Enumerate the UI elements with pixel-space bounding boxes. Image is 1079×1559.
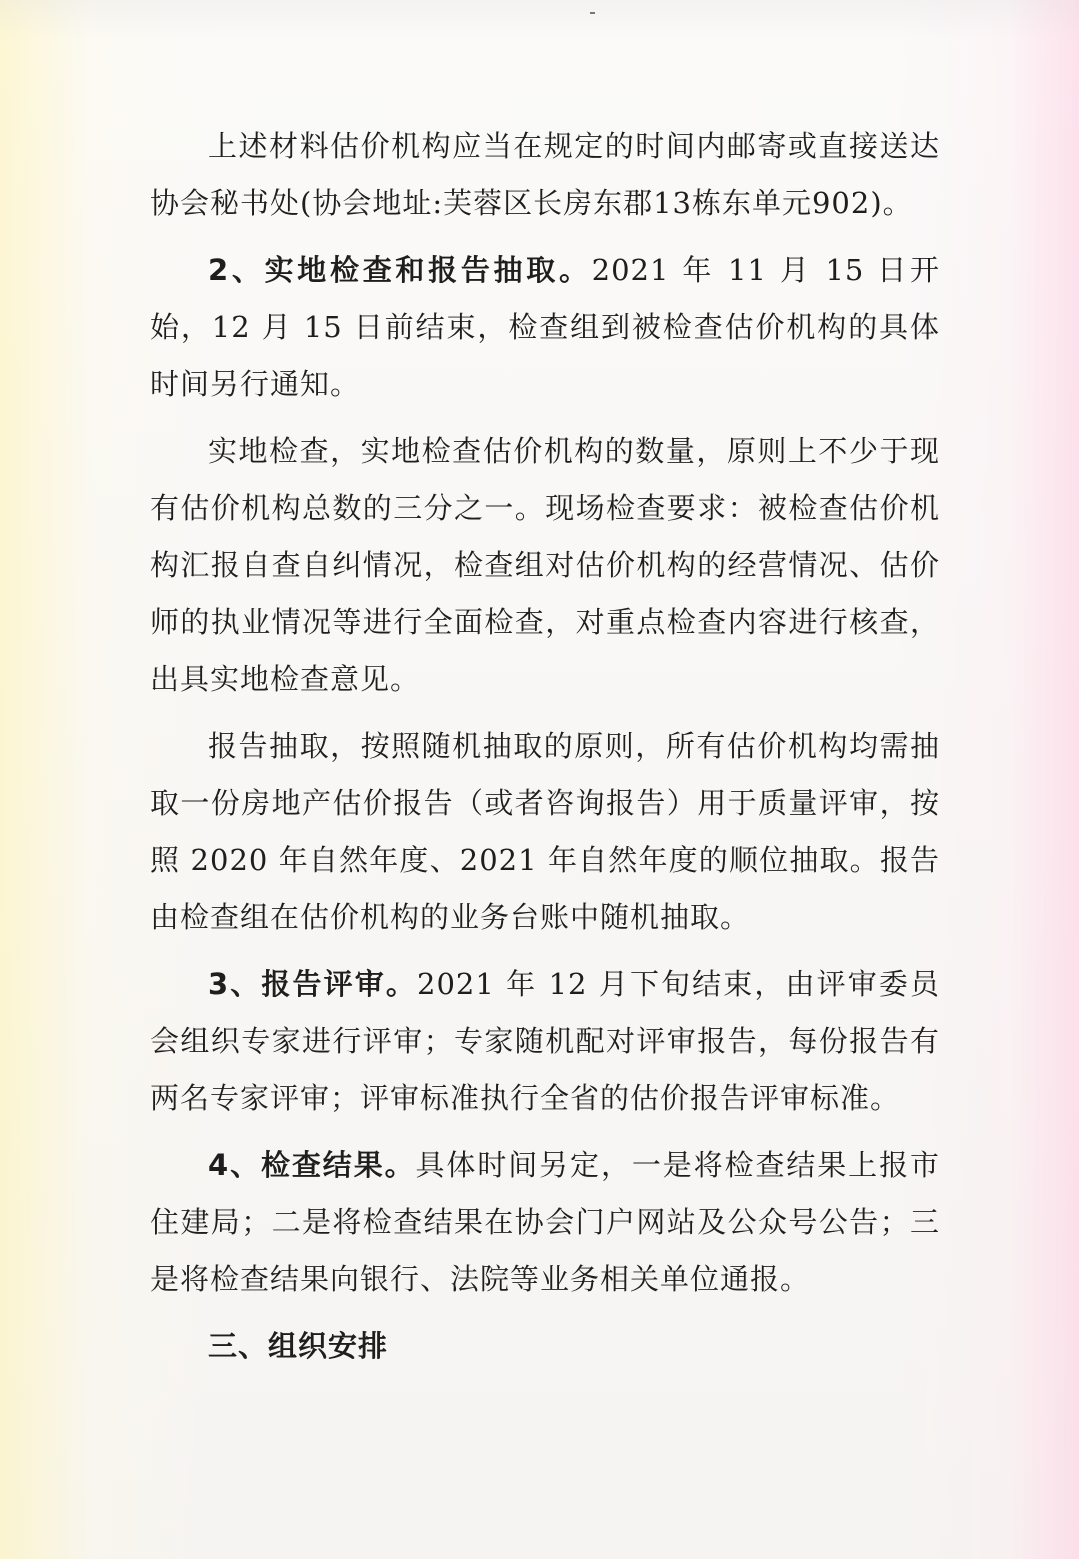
paragraph-text: 2021 年 11 月 15 日开始，12 月 15 日前结束，检查组到被检查估价机构的具体时间另行通知。 <box>150 253 940 401</box>
section-heading: 三、组织安排 <box>208 1329 389 1363</box>
paragraph-text: 上述材料估价机构应当在规定的时间内邮寄或直接送达协会秘书处(协会地址:芙蓉区长房东郡13栋东单元902)。 <box>150 129 940 220</box>
paragraph-onsite-inspection-detail <box>150 423 940 708</box>
page-top-shadow <box>0 0 1079 40</box>
paragraph-text: 实地检查，实地检查估价机构的数量，原则上不少于现有估价机构总数的三分之一。现场检查要求：被检查估价机构汇报自查自纠情况，检查组对估价机构的经营情况、估价师的执业情况等进行全面检查，对重点检查内容进行核查，出具实地检查意见。 <box>150 434 940 696</box>
paragraph-lead: 2、实地检查和报告抽取。 <box>208 253 592 287</box>
paragraph-text: 2021 年 12 月下旬结束，由评审委员会组织专家进行评审；专家随机配对评审报告，每份报告有两名专家评审；评审标准执行全省的估价报告评审标准。 <box>150 967 940 1115</box>
paragraph-report-sampling <box>150 718 940 946</box>
paragraph-onsite-inspection-step <box>150 242 940 413</box>
paragraph-text: 报告抽取，按照随机抽取的原则，所有估价机构均需抽取一份房地产估价报告（或者咨询报告）用于质量评审，按照 2020 年自然年度、2021 年自然年度的顺位抽取。报告由检查组在估价机构的业务台账中随机抽取。 <box>150 729 940 934</box>
scan-mark <box>590 12 595 14</box>
paragraph-lead: 3、报告评审。 <box>208 967 417 1001</box>
paragraph-lead: 4、检查结果。 <box>208 1148 416 1182</box>
document-body <box>150 118 940 1375</box>
paragraph-text: 具体时间另定，一是将检查结果上报市住建局；二是将检查结果在协会门户网站及公众号公告；三是将检查结果向银行、法院等业务相关单位通报。 <box>150 1148 940 1296</box>
paragraph-report-review <box>150 956 940 1127</box>
paragraph-materials-delivery <box>150 118 940 232</box>
paragraph-inspection-results <box>150 1137 940 1308</box>
